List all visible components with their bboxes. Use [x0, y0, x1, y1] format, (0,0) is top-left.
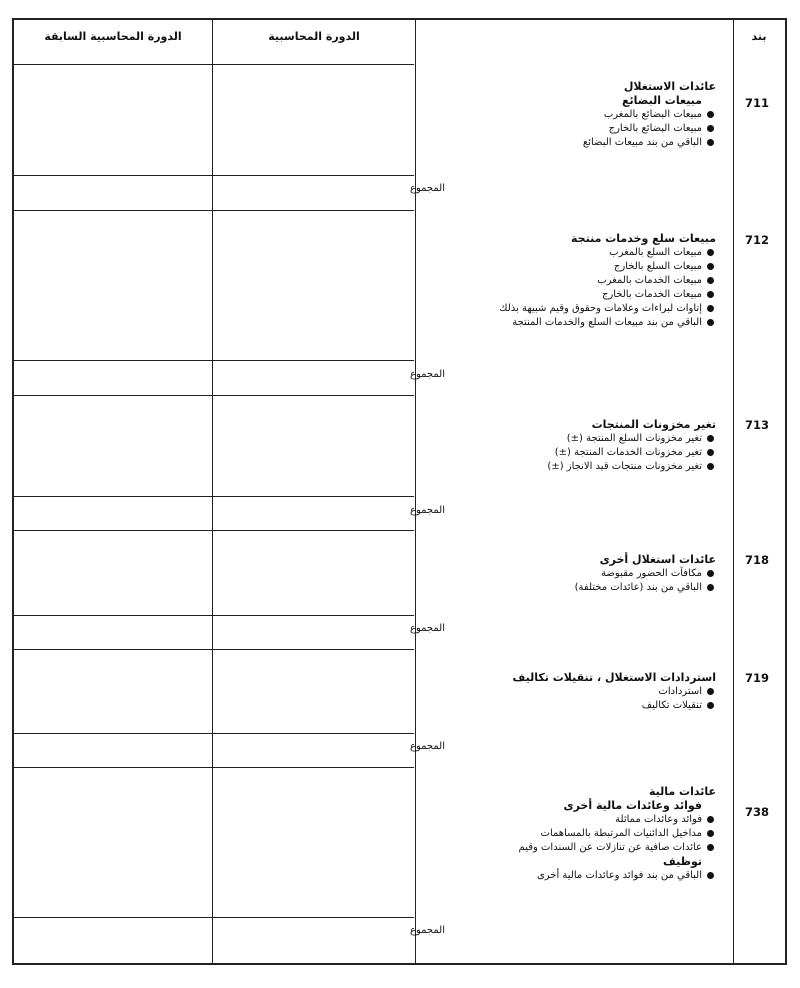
column-divider	[415, 18, 416, 965]
section-subtitle: فوائد وعائدات مالية أخرى	[563, 799, 702, 812]
bullet-icon	[707, 702, 714, 709]
section-code: 719	[744, 671, 769, 685]
section-code: 738	[744, 805, 769, 819]
bullet-icon	[707, 816, 714, 823]
column-divider	[733, 18, 734, 965]
list-item-continuation: توظيف	[663, 855, 702, 868]
bullet-icon	[707, 435, 714, 442]
row-rule	[14, 395, 414, 396]
row-rule	[14, 360, 414, 361]
list-item: الباقي من بند (عائدات مختلفة)	[420, 581, 716, 595]
list-item: مبيعات الخدمات بالخارج	[420, 288, 716, 302]
row-rule	[14, 917, 414, 918]
header-code: بند	[751, 30, 767, 43]
total-label: المجموع	[410, 623, 445, 634]
row-rule	[14, 210, 414, 211]
list-item: الباقي من بند مبيعات البضائع	[420, 136, 716, 150]
total-label: المجموع	[410, 369, 445, 380]
list-item: مبيعات الخدمات بالمغرب	[420, 274, 716, 288]
section-description	[420, 232, 716, 330]
section-code: 713	[744, 418, 769, 432]
section-title: استردادات الاستغلال ، تنقيلات تكاليف	[512, 671, 716, 684]
row-rule	[14, 496, 414, 497]
bullet-icon	[707, 125, 714, 132]
bullet-icon	[707, 830, 714, 837]
list-item: مبيعات البضائع بالمغرب	[420, 108, 716, 122]
section-title: تغير مخزونات المنتجات	[591, 418, 716, 431]
bullet-icon	[707, 277, 714, 284]
row-rule	[14, 615, 414, 616]
list-item: عائدات صافية عن تنازلات عن السندات وقيم	[420, 841, 716, 855]
list-item: مبيعات السلع بالخارج	[420, 260, 716, 274]
row-rule	[14, 175, 414, 176]
row-rule	[14, 649, 414, 650]
bullet-icon	[707, 305, 714, 312]
bullet-icon	[707, 872, 714, 879]
row-rule	[14, 530, 414, 531]
section-description	[420, 785, 716, 883]
bullet-icon	[707, 139, 714, 146]
row-rule	[14, 767, 414, 768]
section-description	[420, 553, 716, 595]
list-item: الباقي من بند مبيعات السلع والخدمات المنتجة	[420, 316, 716, 330]
total-label: المجموع	[410, 183, 445, 194]
section-subtitle: مبيعات البضائع	[621, 94, 702, 107]
list-item: تغير مخزونات الخدمات المنتجة (±)	[420, 446, 716, 460]
bullet-icon	[707, 263, 714, 270]
bullet-icon	[707, 319, 714, 326]
list-item: مبيعات السلع بالمغرب	[420, 246, 716, 260]
bullet-icon	[707, 249, 714, 256]
section-code: 718	[744, 553, 769, 567]
header-previous-period: الدورة المحاسبية السابقة	[44, 30, 182, 43]
bullet-icon	[707, 570, 714, 577]
bullet-icon	[707, 111, 714, 118]
bullet-icon	[707, 449, 714, 456]
section-title: مبيعات سلع وخدمات منتجة	[571, 232, 716, 245]
section-description	[420, 418, 716, 474]
list-item: فوائد وعائدات مماثلة	[420, 813, 716, 827]
list-item: استردادات	[420, 685, 716, 699]
section-code: 712	[744, 233, 769, 247]
list-item: تنقيلات تكاليف	[420, 699, 716, 713]
section-description	[420, 671, 716, 713]
header-current-period: الدورة المحاسبية	[268, 30, 360, 43]
bullet-icon	[707, 844, 714, 851]
bullet-icon	[707, 291, 714, 298]
bullet-icon	[707, 463, 714, 470]
total-label: المجموع	[410, 741, 445, 752]
section-title: عائدات الاستغلال	[623, 80, 716, 93]
section-title: عائدات مالية	[648, 785, 716, 798]
list-item: إتاوات لبراءات وعلامات وحقوق وقيم شبيهة بذلك	[420, 302, 716, 316]
section-description	[420, 80, 716, 150]
list-item: تغير مخزونات منتجات قيد الانجاز (±)	[420, 460, 716, 474]
bullet-icon	[707, 584, 714, 591]
list-item: الباقي من بند فوائد وعائدات مالية أخرى	[420, 869, 716, 883]
list-item: مداخيل الدائنيات المرتبطة بالمساهمات	[420, 827, 716, 841]
total-label: المجموع	[410, 925, 445, 936]
header-rule	[14, 64, 414, 65]
row-rule	[14, 733, 414, 734]
section-title: عائدات استغلال أخرى	[599, 553, 716, 566]
list-item: مكافآت الحضور مقبوضة	[420, 567, 716, 581]
column-divider	[212, 18, 213, 965]
list-item: تغير مخزونات السلع المنتجة (±)	[420, 432, 716, 446]
total-label: المجموع	[410, 505, 445, 516]
list-item: مبيعات البضائع بالخارج	[420, 122, 716, 136]
bullet-icon	[707, 688, 714, 695]
section-code: 711	[744, 96, 769, 110]
